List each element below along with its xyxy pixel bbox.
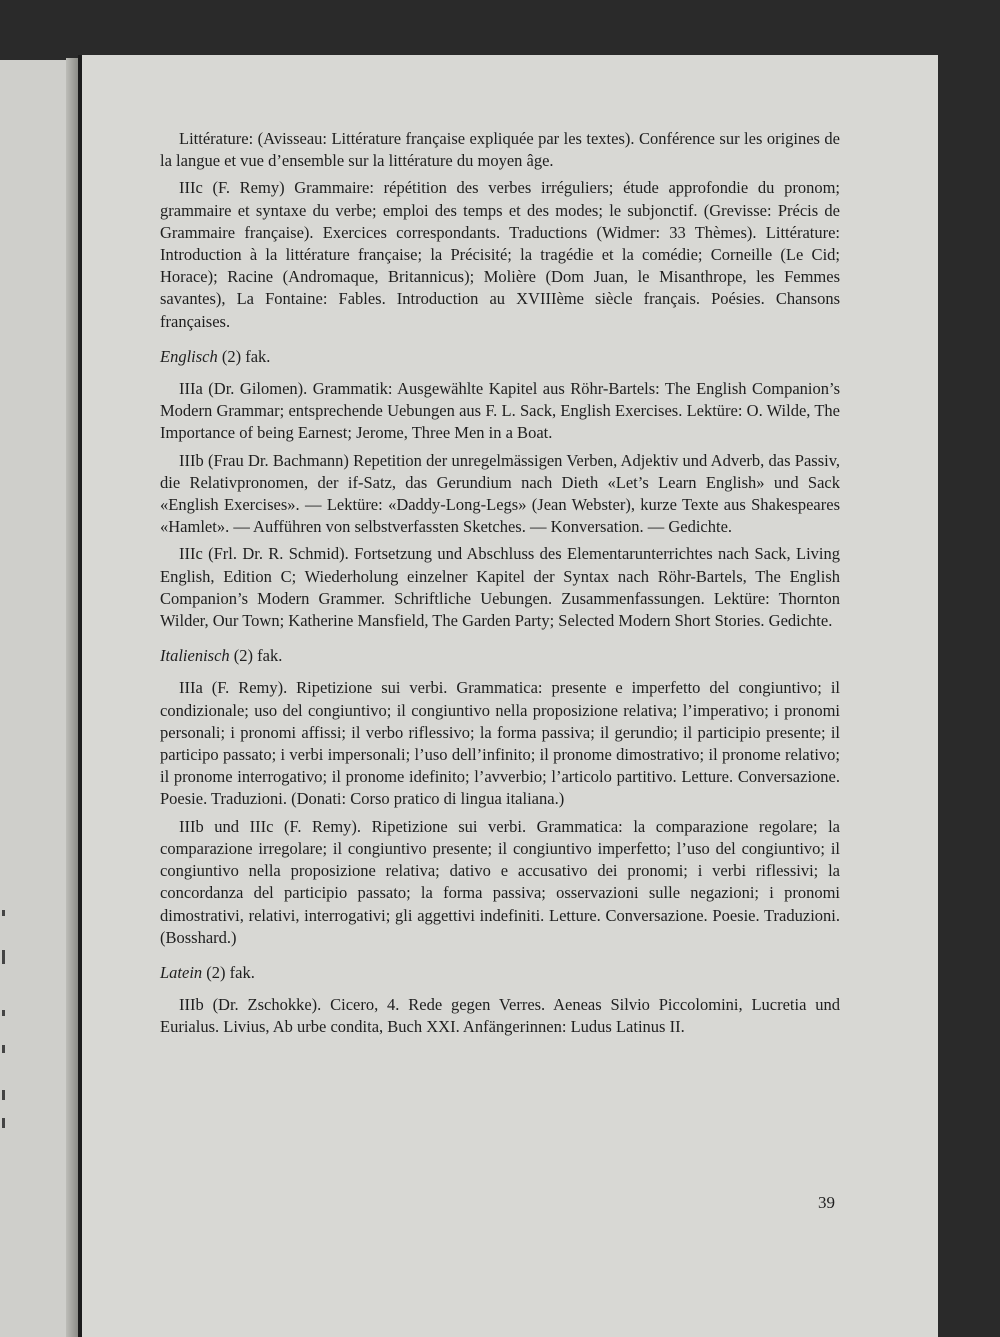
paragraph-englisch-iiib: IIIb (Frau Dr. Bachmann) Repetition der unregelmässigen Verben, Adjektiv und Adverb, das Passiv, die Relativpronomen, der if-Satz, das Gerundium nach Dieth «Let’s Learn English» und Sack «English Exercises». — Lektüre: «Daddy-Long-Legs» (Jean Webster), kurze Texte aus Shakespeares «Hamlet». — Aufführen von selbstverfassten Sketches. — Konversation. — Gedichte. xyxy=(160,450,840,537)
paragraph-latein-iiib: IIIb (Dr. Zschokke). Cicero, 4. Rede gegen Verres. Aeneas Silvio Piccolomini, Lucretia und Eurialus. Livius, Ab urbe condita, Buch XXI. Anfängerinnen: Ludus Latinus II. xyxy=(160,995,840,1037)
paragraph-italienisch-iiib-iiic: IIIb und IIIc (F. Remy). Ripetizione sui verbi. Grammatica: la comparazione regolare; la comparazione irregolare; il congiuntivo presente; il congiuntivo imperfetto; l’uso del congiuntivo; il congiuntivo nella proposizione relativa; dativo e accusativo dei pronomi; i verbi riflessivi; la concordanza del participio passato; la forma passiva; osservazioni sulle negazioni; i pronomi dimostrativi, relativi, interrogativi; gli aggettivi indefiniti. Letture. Conversazione. Poesie. Traduzioni. (Bosshard.) xyxy=(160,816,840,947)
margin-mark xyxy=(2,1090,5,1100)
paragraph-french-iiic: IIIc (F. Remy) Grammaire: répétition des verbes irréguliers; étude approfondie du pronom; grammaire et syntaxe du verbe; emploi des temps et des modes; le subjonctif. (Grevisse: Précis de Grammaire française). Exercices correspondants. Traductions (Widmer: 33 Thèmes). Littérature: Introduction à la littérature française; la Précisité; la tragédie et la comédie; Corneille (Le Cid; Horace); Racine (Andromaque, Britannicus); Molière (Dom Juan, le Misanthrope, les Femmes savantes), La Fontaine: Fables. Introduction au XVIIIème siècle français. Poésies. Chansons françaises. xyxy=(160,178,840,331)
book-spine-edge xyxy=(66,58,78,1337)
section-heading-englisch xyxy=(160,346,840,368)
subject-title: Latein xyxy=(160,962,203,982)
book-page xyxy=(82,55,938,1337)
margin-mark xyxy=(2,1010,5,1016)
paragraph-french-literature: Littérature: (Avisseau: Littérature française expliquée par les textes). Conférence sur les origines de la langue et vue d’ensemble sur la littérature du moyen âge. xyxy=(160,129,840,171)
section-heading-latein xyxy=(160,962,840,984)
section-heading-italienisch xyxy=(160,645,840,667)
margin-mark xyxy=(2,910,5,916)
subject-title: Italienisch xyxy=(160,646,230,666)
margin-mark xyxy=(2,950,5,964)
subject-title: Englisch xyxy=(160,346,218,366)
page-text xyxy=(160,128,840,1044)
subject-info: (2) fak. xyxy=(221,346,271,366)
page-number: 39 xyxy=(818,1193,835,1212)
margin-mark xyxy=(2,1045,5,1053)
subject-info: (2) fak. xyxy=(206,962,255,982)
subject-info: (2) fak. xyxy=(233,646,283,666)
paragraph-englisch-iiia: IIIa (Dr. Gilomen). Grammatik: Ausgewählte Kapitel aus Röhr-Bartels: The English Companion’s Modern Grammar; entsprechende Uebungen aus F. L. Sack, English Exercises. Lektüre: O. Wilde, The Importance of being Earnest; Jerome, Three Men in a Boat. xyxy=(160,379,840,443)
margin-mark xyxy=(2,1118,5,1128)
paragraph-italienisch-iiia: IIIa (F. Remy). Ripetizione sui verbi. Grammatica: presente e imperfetto del congiuntivo; il condizionale; uso del congiuntivo; il congiuntivo nella proposizione relativa; l’imperativo; i pronomi personali; i pronomi affissi; il verbo riflessivo; la forma passiva; il gerundio; il participio presente; il participo passato; i verbi impersonali; l’uso dell’infinito; il pronome dimostrativo; il pronome relativo; il pronome interrogativo; il pronome idefinito; l’avverbio; l’articolo partitivo. Letture. Conversazione. Poesie. Traduzioni. (Donati: Corso pratico di lingua italiana.) xyxy=(160,678,840,809)
paragraph-englisch-iiic: IIIc (Frl. Dr. R. Schmid). Fortsetzung und Abschluss des Elementarunterrichtes nach Sack, Living English, Edition C; Wiederholung einzelner Kapitel der Syntax nach Röhr-Bartels, The English Companion’s Modern Grammer. Schriftliche Uebungen. Zusammenfassungen. Lektüre: Thornton Wilder, Our Town; Katherine Mansfield, The Garden Party; Selected Modern Short Stories. Gedichte. xyxy=(160,544,840,631)
